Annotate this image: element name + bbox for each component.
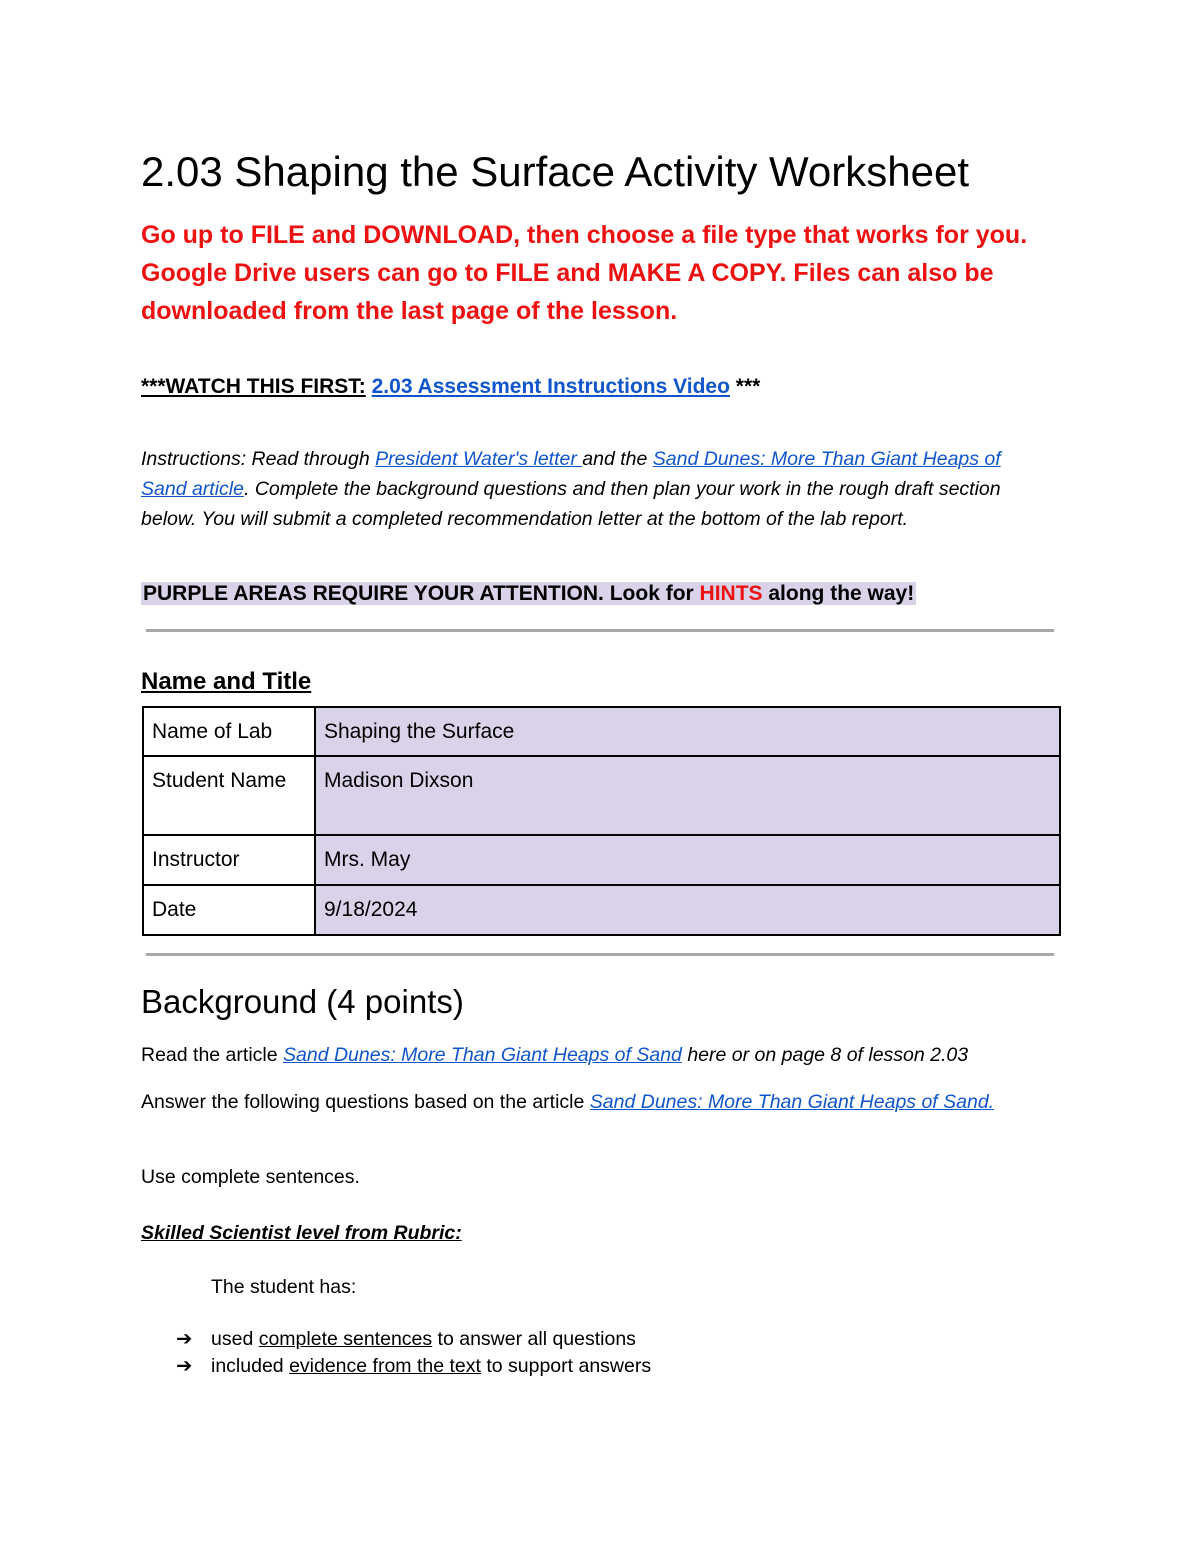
arrow-bullet-icon: ➔ xyxy=(176,1328,193,1350)
answer-text: Answer the following questions based on the article xyxy=(141,1091,590,1113)
row-label: Name of Lab xyxy=(143,707,315,756)
instructions-text-2: and the xyxy=(582,448,653,470)
divider-2 xyxy=(146,953,1054,956)
assessment-video-link[interactable]: 2.03 Assessment Instructions Video xyxy=(371,375,730,398)
table-row xyxy=(143,885,1060,935)
purple-highlight xyxy=(141,582,916,605)
read-text-2: here or on page 8 of lesson 2.03 xyxy=(681,1044,969,1066)
lab-name-field[interactable]: Shaping the Surface xyxy=(315,707,1060,756)
row-label: Instructor xyxy=(143,835,315,885)
row-label: Student Name xyxy=(143,756,315,835)
divider-1 xyxy=(146,629,1054,632)
criterion-text: included xyxy=(211,1355,290,1377)
table-row xyxy=(143,756,1060,835)
instructions-text-3: . Complete the background questions and then plan your work in the rough draft section below. You will submit a completed recommendation letter at the bottom of the lab report. xyxy=(141,478,1001,530)
criterion-text: used xyxy=(211,1328,259,1350)
row-label: Date xyxy=(143,885,315,935)
skilled-scientist-label: Skilled Scientist level from Rubric: xyxy=(141,1222,462,1244)
purple-areas-notice xyxy=(141,578,916,610)
hints-word: HINTS xyxy=(699,582,763,605)
sand-dunes-link-1[interactable]: Sand Dunes: More Than Giant Heaps of Sand xyxy=(283,1044,682,1066)
president-letter-link[interactable]: President Water's letter xyxy=(375,448,583,470)
rubric-criteria-list xyxy=(176,1326,651,1380)
table-row xyxy=(143,835,1060,885)
notice-text-2: along the way! xyxy=(762,582,915,605)
read-article-line xyxy=(141,1041,1041,1070)
list-item xyxy=(176,1353,651,1380)
sand-dunes-article-link[interactable]: Sand Dunes: More Than Giant Heaps of Sand article xyxy=(141,448,1001,500)
background-heading: Background (4 points) xyxy=(141,983,464,1020)
criterion-text: to support answers xyxy=(480,1355,652,1377)
watch-prefix: ***WATCH THIS FIRST: xyxy=(141,375,366,398)
name-title-table xyxy=(142,706,1061,936)
instructions-text-1: Instructions: Read through xyxy=(141,448,376,470)
watch-first-line xyxy=(141,372,760,402)
list-item xyxy=(176,1326,651,1353)
use-complete-sentences: Use complete sentences. xyxy=(141,1166,360,1188)
student-has-label: The student has: xyxy=(211,1276,357,1298)
sand-dunes-link-2[interactable]: Sand Dunes: More Than Giant Heaps of Sand. xyxy=(589,1091,995,1113)
instructor-field[interactable]: Mrs. May xyxy=(315,835,1060,885)
page-title: 2.03 Shaping the Surface Activity Worksheet xyxy=(141,148,970,195)
date-field[interactable]: 9/18/2024 xyxy=(315,885,1060,935)
criterion-underlined: evidence from the text xyxy=(289,1355,481,1377)
student-name-field[interactable]: Madison Dixson xyxy=(315,756,1060,835)
arrow-bullet-icon: ➔ xyxy=(176,1355,193,1377)
download-instructions: Go up to FILE and DOWNLOAD, then choose a file type that works for you. Google Drive users can go to FILE and MAKE A COPY. Files can also be downloaded from the last page of the lesson. xyxy=(141,221,1028,325)
criterion-text: to answer all questions xyxy=(432,1328,636,1350)
criterion-underlined: complete sentences xyxy=(258,1328,433,1350)
name-and-title-heading: Name and Title xyxy=(141,668,312,695)
instructions-paragraph xyxy=(141,444,1051,534)
notice-text-1: PURPLE AREAS REQUIRE YOUR ATTENTION. Look for xyxy=(143,582,700,605)
answer-questions-line xyxy=(141,1088,1041,1117)
watch-suffix: *** xyxy=(735,375,761,398)
read-text-1: Read the article xyxy=(141,1044,283,1066)
table-row xyxy=(143,707,1060,756)
